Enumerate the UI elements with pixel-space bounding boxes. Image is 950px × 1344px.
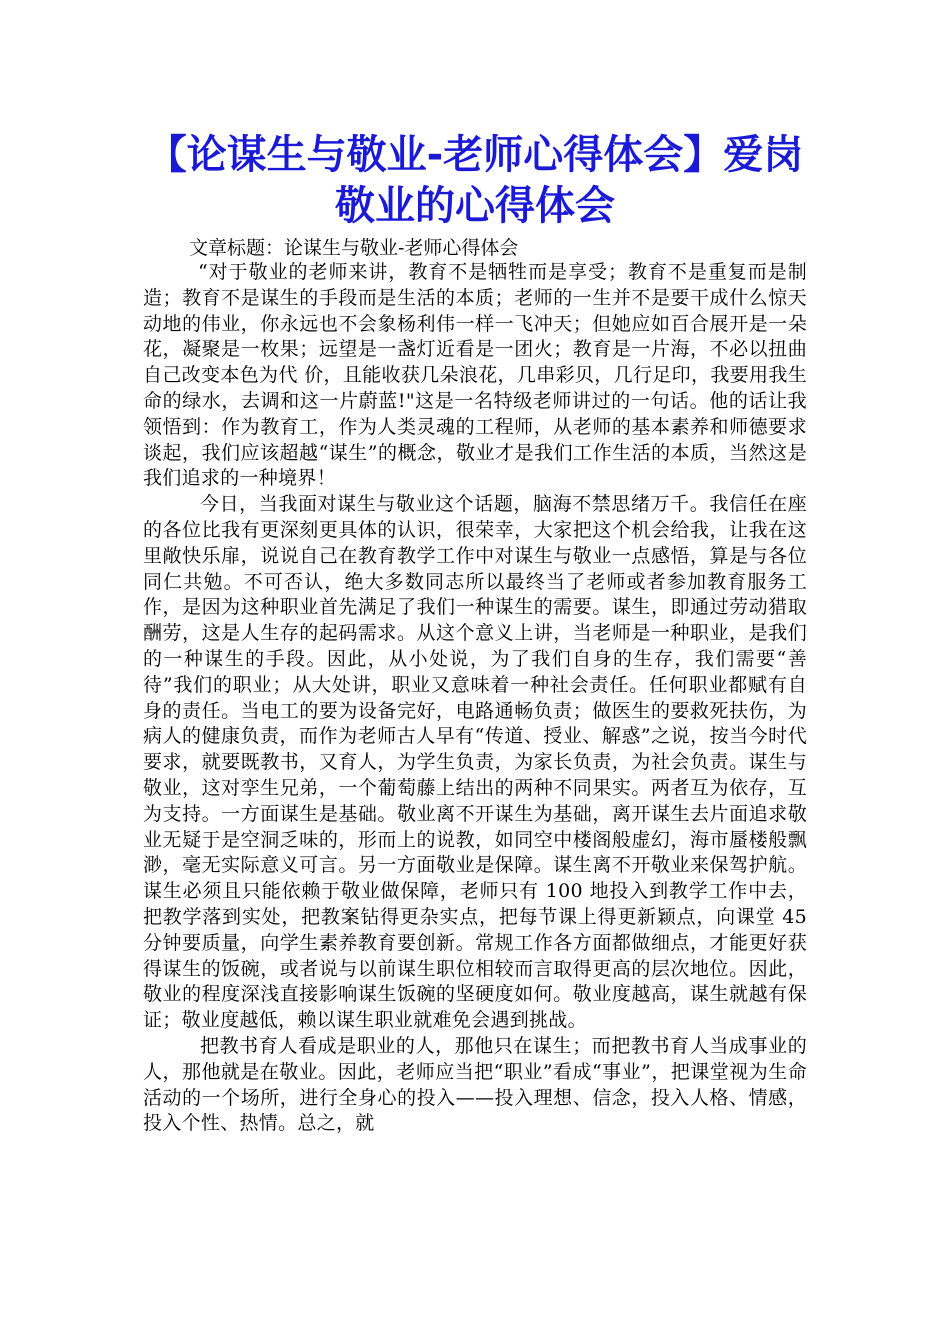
paragraph-3: 把教书育人看成是职业的人，那他只在谋生；而把教书育人当成事业的人，那他就是在敬业。因此，老师应当把“职业”看成“事业”，把课堂视为生命活动的一个场所，进行全身心的投入——投入理想、信念，投入人格、情感，投入个性、热情。总之，就 xyxy=(143,1034,807,1135)
document-title: 【论谋生与敬业-老师心得体会】爱岗敬业的心得体会 xyxy=(146,132,804,229)
article-subtitle: 文章标题：论谋生与敬业-老师心得体会 xyxy=(189,237,519,259)
paragraph-1: “对于敬业的老师来讲，教育不是牺牲而是享受；教育不是重复而是制造；教育不是谋生的手段而是生活的本质；老师的一生并不是要干成什么惊天动地的伟业，你永远也不会象杨利伟一样一飞冲天；但她应如百合展开是一朵花，凝聚是一枚果；远望是一盏灯近看是一团火；教育是一片海，不必以扭曲自己改变本色为代 价，且能收获几朵浪花，几串彩贝，几行足印，我要用我生命的绿水，去调和这一片蔚蓝!"这是一名特级老师讲过的一句话。他的话让我领悟到：作为教育工，作为人类灵魂的工程师，从老师的基本素养和师德要求谈起，我们应该超越“谋生”的概念，敬业才是我们工作生活的本质，当然这是我们追求的一种境界！ xyxy=(143,261,807,490)
paragraph-2: 今日，当我面对谋生与敬业这个话题，脑海不禁思绪万千。我信任在座的各位比我有更深刻更具体的认识，很荣幸，大家把这个机会给我，让我在这里敞快乐扉，说说自己在教育教学工作中对谋生与敬业一点感悟，算是与各位同仁共勉。不可否认，绝大多数同志所以最终当了老师或者参加教育服务工作，是因为这种职业首先满足了我们一种谋生的需要。谋生，即通过劳动猎取酬劳，这是人生存的起码需求。从这个意义上讲，当老师是一种职业，是我们的一种谋生的手段。因此，从小处说，为了我们自身的生存，我们需要“善待”我们的职业；从大处讲，职业又意味着一种社会责任。任何职业都赋有自身的责任。当电工的要为设备完好，电路通畅负责；做医生的要救死扶伤，为病人的健康负责，而作为老师古人早有“传道、授业、解惑”之说，按当今时代要求，就要既教书，又育人，为学生负责，为家长负责，为社会负责。谋生与敬业，这对孪生兄弟，一个葡萄藤上结出的两种不同果实。两者互为依存，互为支持。一方面谋生是基础。敬业离不开谋生为基础，离开谋生去片面追求敬业无疑于是空洞乏味的，形而上的说教，如同空中楼阁般虚幻，海市蜃楼般飘渺，毫无实际意义可言。另一方面敬业是保障。谋生离不开敬业来保驾护航。谋生必须且只能依赖于敬业做保障，老师只有 100 地投入到教学工作中去，把教学落到实处，把教案钻得更杂实点，把每节课上得更新颖点，向课堂 45 分钟要质量，向学生素养教育要创新。常规工作各方面都做细点，才能更好获得谋生的饭碗，或者说与以前谋生职位相较而言取得更高的层次地位。因此，敬业的程度深浅直接影响谋生饭碗的坚硬度如何。敬业度越高，谋生就越有保证；敬业度越低，赖以谋生职业就难免会遇到挑战。 xyxy=(143,493,807,1032)
document-page xyxy=(143,130,807,1137)
